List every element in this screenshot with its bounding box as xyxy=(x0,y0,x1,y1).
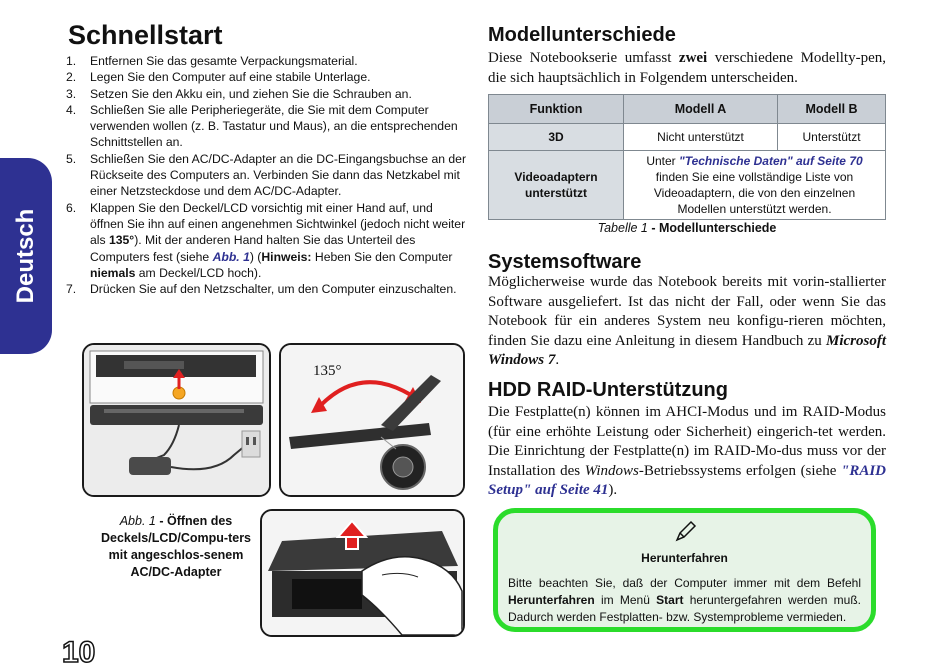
software-text: Möglicherweise wurde das Notebook bereits mit vorin-stallierter Software ausgeliefert. Ist das nicht der Fall, oder wenn Sie das Notebook für ein anderes System neu konfigu-rieren möchten, finden Sie dazu eine Anleitung in diesem Handbuch zu Microsoft Windows 7. xyxy=(488,274,886,368)
note-text: Bitte beachten Sie, daß der Computer immer mit dem Befehl Herunterfahren im Menü Start heruntergefahren werden muß. Dadurch werden Festplatten- bzw. Systemprobleme vermieden. xyxy=(508,576,862,624)
step-item: 1. Entfernen Sie das gesamte Verpackungsmaterial. xyxy=(66,54,358,68)
quickstart-steps xyxy=(66,53,466,297)
raid-setup-link[interactable]: "RAID Setup" auf Seite 41 xyxy=(488,462,887,498)
software-heading: Systemsoftware xyxy=(488,251,642,273)
table-caption: Tabelle 1 - Modellunterschiede xyxy=(597,221,777,235)
shutdown-note-box xyxy=(493,508,876,632)
laptop-adapter-illustration xyxy=(84,345,269,495)
step-item: 3. Setzen Sie den Akku ein, und ziehen Sie die Schrauben an. xyxy=(66,86,412,101)
figure-link[interactable]: Abb. 1 xyxy=(212,249,250,264)
note-title: Herunterfahren xyxy=(641,551,728,565)
table-cell: Videoadaptern unterstützt xyxy=(489,151,624,220)
models-table xyxy=(488,94,886,220)
table-row xyxy=(489,124,886,151)
table-header-row xyxy=(489,95,886,124)
page-number: 10 xyxy=(62,636,96,669)
step-item: 4. Schließen Sie alle Peripheriegeräte, die Sie mit dem Computer verwenden wollen (z. B. Tastatur und Maus), an die entsprechenden Schnittstellen an. xyxy=(66,102,458,150)
hand-lid-illustration xyxy=(262,511,463,635)
photo-open-angle xyxy=(279,343,465,497)
step-item: 7. Drücken Sie auf den Netzschalter, um den Computer einzuschalten. xyxy=(66,282,457,297)
table-row xyxy=(489,151,886,220)
figure-caption: Abb. 1 - Öffnen des Deckels/LCD/Compu-ters mit angeschlos-senem AC/DC-Adapter xyxy=(100,514,252,579)
laptop-angle-illustration xyxy=(281,345,463,495)
models-heading: Modellunterschiede xyxy=(488,24,676,46)
table-cell: Nicht unterstützt xyxy=(624,124,778,151)
step-item: 5. Schließen Sie den AC/DC-Adapter an die DC-Eingangsbuchse an der Rückseite des Computers an. Verbinden Sie dann das Netzkabel mit einer Netzsteckdose und dem AC/DC-Adapter. xyxy=(66,151,466,199)
table-header-cell: Modell A xyxy=(624,95,778,124)
language-tab xyxy=(0,158,52,354)
raid-text: Die Festplatte(n) können im AHCI-Modus und im RAID-Modus (für eine erhöhte Leistung oder Sicherheit) eingerich-tet werden. Die Einrichtung der Festplatte(n) im RAID-Mo-dus muss vor der Installation des Windows-Betriebssystems erfolgen (siehe "RAID Setup" auf Seite 41). xyxy=(488,404,887,498)
raid-heading: HDD RAID-Unterstützung xyxy=(488,379,728,401)
table-header-cell: Modell B xyxy=(778,95,886,124)
models-intro: Diese Notebookserie umfasst zwei verschiedene Modellty-pen, die sich hauptsächlich in Folgendem unterscheiden. xyxy=(488,50,886,86)
table-cell: Unter "Technische Daten" auf Seite 70 finden Sie eine vollständige Liste von Videoadaptern, die von den einzelnen Modellen unterstützt werden. xyxy=(624,151,886,220)
pencil-icon xyxy=(672,519,698,551)
step-item: 6. Klappen Sie den Deckel/LCD vorsichtig mit einer Hand auf, und öffnen Sie ihn auf einen angenehmen Sichtwinkel (jedoch nicht weiter als 135°). Mit der anderen Hand halten Sie das Unterteil des Computers fest (siehe Abb. 1) (Hinweis: Heben Sie den Computer niemals am Deckel/LCD hoch). xyxy=(66,200,466,280)
angle-label: 135° xyxy=(313,363,342,379)
language-tab-label: Deutsch xyxy=(12,208,39,304)
photo-lift-lid xyxy=(260,509,465,637)
table-header-cell: Funktion xyxy=(489,95,624,124)
table-cell: Unterstützt xyxy=(778,124,886,151)
table-cell: 3D xyxy=(489,124,624,151)
photo-adapter-connection xyxy=(82,343,271,497)
page-title: Schnellstart xyxy=(68,20,223,50)
step-item: 2. Legen Sie den Computer auf eine stabile Unterlage. xyxy=(66,70,371,85)
specs-link[interactable]: "Technische Daten" auf Seite 70 xyxy=(679,154,863,168)
